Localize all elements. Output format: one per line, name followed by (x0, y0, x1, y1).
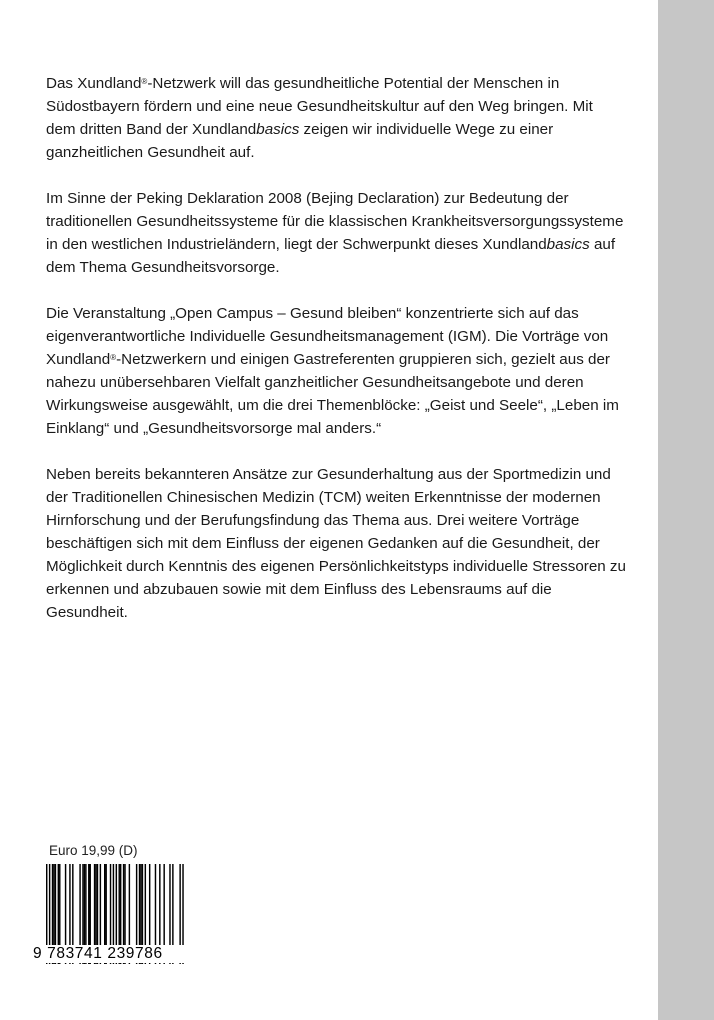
back-cover-text (46, 72, 626, 647)
paragraph-open-campus: Die Veranstaltung „Open Campus – Gesund bleiben“ konzentrierte sich auf das eigenverantwortliche Individuelle Gesundheitsmanagement (IGM). Die Vorträge von Xundland®-Netzwerkern und einigen Gastreferenten gruppieren sich, gezielt aus der nahezu unübersehbaren Vielfalt ganzheitlicher Gesundheitsangebote und deren Wirkungsweise ausgewählt, um die drei Themenblöcke: „Geist und Seele“, „Leben im Einklang“ und „Gesundheitsvorsorge mal anders.“ (46, 305, 619, 437)
paragraph-intro: Das Xundland®-Netzwerk will das gesundheitliche Potential der Menschen in Südostbayern fördern und eine neue Gesundheitskultur auf den Weg bringen. Mit dem dritten Band der Xundlandbasics zeigen wir individuelle Wege zu einer ganzheitlichen Gesundheit auf. (46, 75, 593, 161)
paragraph-approaches: Neben bereits bekannteren Ansätze zur Gesunderhaltung aus der Sportmedizin und der Traditionellen Chinesischen Medizin (TCM) weiten Erkenntnisse der modernen Hirnforschung und der Berufungsfindung das Thema aus. Drei weitere Vorträge beschäftigen sich mit dem Einfluss der eigenen Gedanken auf die Gesundheit, der Möglichkeit durch Kenntnis des eigenen Persönlichkeitstyps individuelle Stressoren zu erkennen und abzubauen sowie mit dem Einfluss des Lebensraums auf die Gesundheit. (46, 466, 626, 621)
paragraph-peking-declaration: Im Sinne der Peking Deklaration 2008 (Bejing Declaration) zur Bedeutung der traditionellen Gesundheitssysteme für die klassischen Krankheitsversorgungssysteme in den westlichen Industrieländern, liegt der Schwerpunkt dieses Xundlandbasics auf dem Thema Gesundheitsvorsorge. (46, 190, 624, 276)
price-label: Euro 19,99 (D) (49, 843, 138, 858)
book-spine-strip (658, 0, 714, 1020)
isbn-number: 9 783741 239786 (33, 945, 193, 963)
